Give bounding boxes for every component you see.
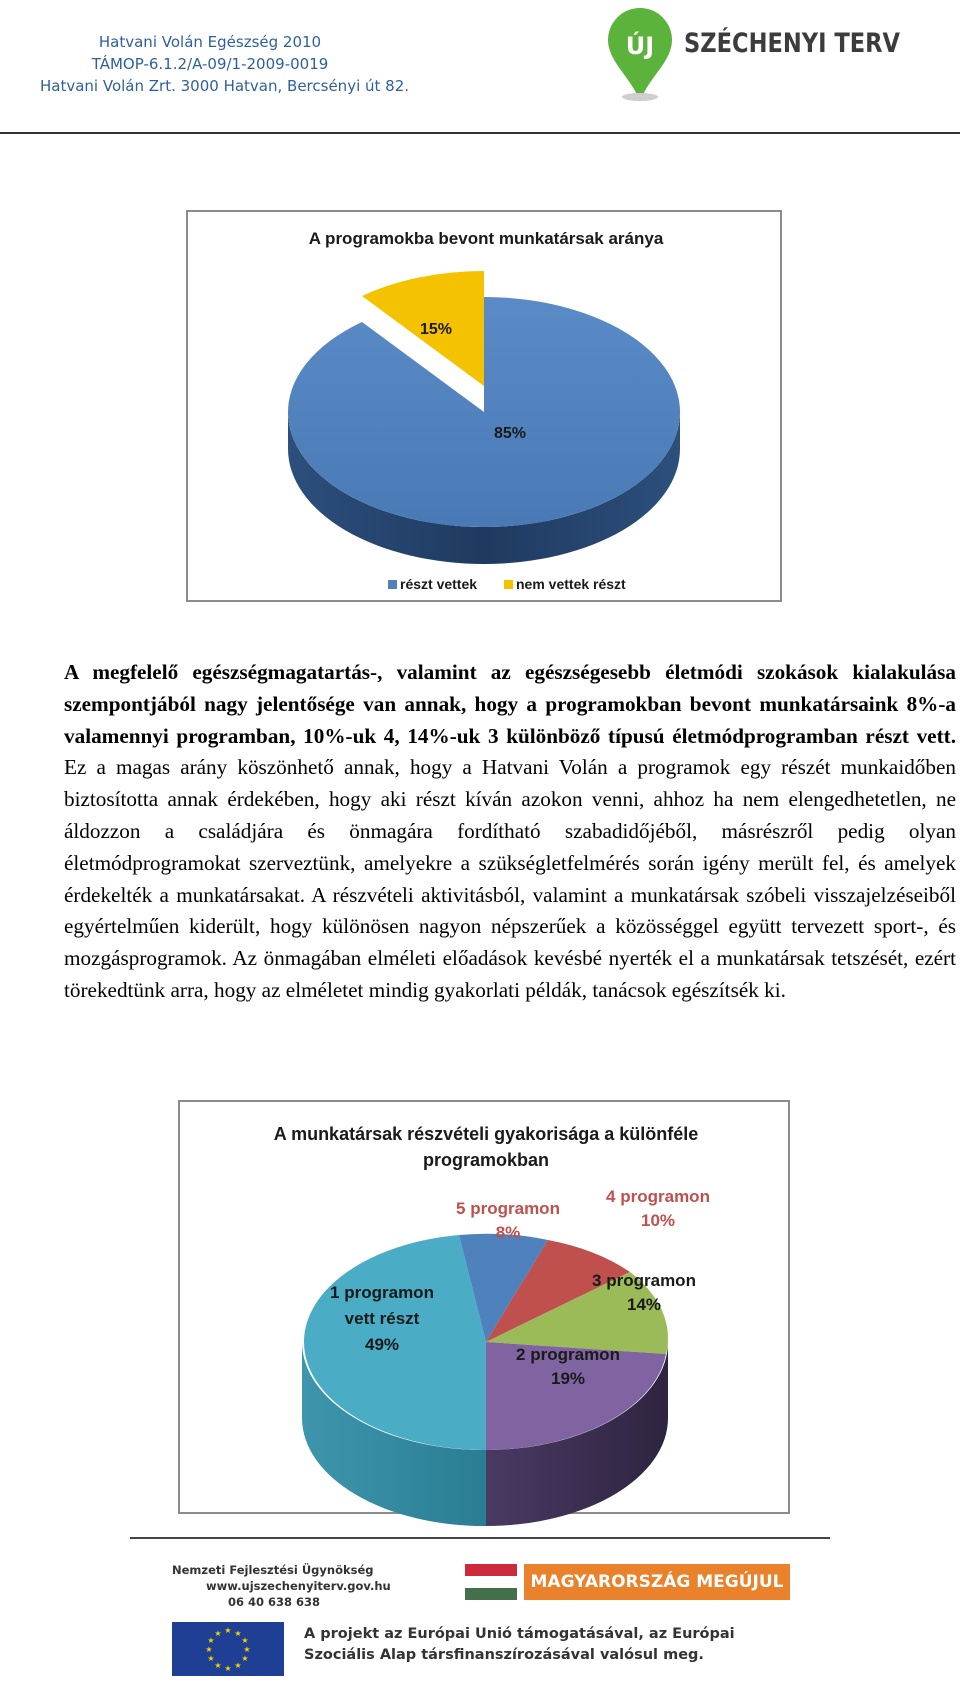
project-name: Hatvani Volán Egészség 2010 <box>98 33 322 51</box>
svg-text:★: ★ <box>243 1645 251 1654</box>
svg-text:★: ★ <box>241 1636 249 1645</box>
chart2-label-4-value: 10% <box>640 1211 676 1230</box>
legend-label-nem-vettek: nem vettek részt <box>516 576 626 592</box>
svg-text:★: ★ <box>207 1654 215 1663</box>
eu-funding-statement <box>304 1624 824 1666</box>
chart2-label-2-name: 2 programon <box>516 1345 620 1364</box>
chart2-label-1-name-line2: vett részt <box>344 1309 420 1328</box>
svg-text:★: ★ <box>224 1664 232 1673</box>
hungarian-flag-icon <box>465 1564 517 1600</box>
body-normal-text: Ez a magas arány köszönhető annak, hogy a Hatvani Volán a programok egy részét munkaidőben biztosította annak érdekében, hogy aki részt kíván azokon venni, ahhoz ha nem elengedhetetlen, ne áldozzon a családjára és önmagára fordítható szabadidőjéből, másrészről pedig olyan életmódprogramokat szerveztünk, amelyekre a szükségletfelmérés során igény merült fel, és amelyek érdekelték a munkatársakat. A részvételi aktivitásból, valamint a munkatársak szóbeli visszajelzéseiből egyértelműen kiderült, hogy különösen nagyon népszerűek a közösséggel együtt tervezett sport-, és mozgásprogramok. Az önmagában elméleti előadások kevésbé nyerték el a munkatársak tetszését, ezért törekedtünk arra, hogy az elméletet mindig gyakorlati példák, tanácsok egészítsék ki. <box>64 755 956 1002</box>
chart2-title-line2: programokban <box>422 1150 550 1170</box>
svg-text:★: ★ <box>224 1626 232 1635</box>
chart2-label-2-value: 19% <box>550 1369 586 1388</box>
svg-text:★: ★ <box>214 1661 222 1670</box>
project-code: TÁMOP-6.1.2/A-09/1-2009-0019 <box>91 55 329 73</box>
svg-text:★: ★ <box>214 1629 222 1638</box>
company-address: Hatvani Volán Zrt. 3000 Hatvan, Bercsényi út 82. <box>40 77 410 95</box>
nfu-url: www.ujszechenyiterv.gov.hu <box>206 1579 391 1593</box>
body-bold-text: A megfelelő egészségmagatartás-, valamint az egészségesebb életmódi szokások kialakulása szempontjából nagy jelentősége van annak, hogy a programokban bevont munkatársaink 8%-a valamennyi programban, 10%-uk 4, 14%-uk 3 különböző típusú életmódprogramban részt vett. <box>64 660 956 748</box>
logo-shadow <box>622 93 658 101</box>
body-paragraph <box>64 657 956 1007</box>
nfu-agency-name: Nemzeti Fejlesztési Ügynökség <box>172 1563 374 1577</box>
header-divider <box>0 132 960 134</box>
chart2-label-3-name: 3 programon <box>592 1271 696 1290</box>
eu-flag-icon <box>172 1622 284 1676</box>
svg-text:★: ★ <box>205 1645 213 1654</box>
chart1-label-15: 15% <box>419 321 453 338</box>
chart1-slice-reszt-vettek <box>288 297 680 527</box>
chart1-label-85: 85% <box>493 425 527 442</box>
nfu-contact <box>172 1562 422 1610</box>
chart2-label-5-value: 8% <box>495 1223 521 1242</box>
magyarorszag-megujul-banner: MAGYARORSZÁG MEGÚJUL <box>524 1564 790 1600</box>
logo-text-uj: ÚJ <box>625 32 655 60</box>
chart2-label-1-value: 49% <box>364 1335 400 1354</box>
svg-text:★: ★ <box>234 1629 242 1638</box>
svg-text:★: ★ <box>234 1661 242 1670</box>
chart2-label-5-name: 5 programon <box>456 1199 560 1218</box>
legend-swatch-nem-vettek <box>504 580 513 589</box>
svg-text:★: ★ <box>207 1636 215 1645</box>
eu-statement-line2: Szociális Alap társfinanszírozásával valósul meg. <box>304 1647 704 1663</box>
document-header <box>40 31 410 97</box>
chart2-title-line1: A munkatársak részvételi gyakorisága a különféle <box>273 1124 699 1144</box>
chart-participation-ratio <box>186 210 782 602</box>
nfu-phone: 06 40 638 638 <box>228 1595 321 1609</box>
legend-label-reszt-vettek: részt vettek <box>400 576 478 592</box>
chart2-label-3-value: 14% <box>626 1295 662 1314</box>
svg-text:★: ★ <box>241 1654 249 1663</box>
chart-participation-frequency <box>178 1100 790 1514</box>
footer-banner <box>160 1556 820 1694</box>
logo-text-szechenyi-terv: SZÉCHENYI TERV <box>684 28 943 59</box>
legend-swatch-reszt-vettek <box>388 580 397 589</box>
chart2-label-4-name: 4 programon <box>606 1187 710 1206</box>
footer-divider <box>130 1537 830 1539</box>
chart2-label-1-name: 1 programon <box>330 1283 434 1302</box>
chart1-title: A programokba bevont munkatársak aránya <box>308 229 664 248</box>
uj-szechenyi-terv-logo <box>598 4 943 102</box>
eu-statement-line1: A projekt az Európai Unió támogatásával, az Európai <box>304 1626 735 1642</box>
